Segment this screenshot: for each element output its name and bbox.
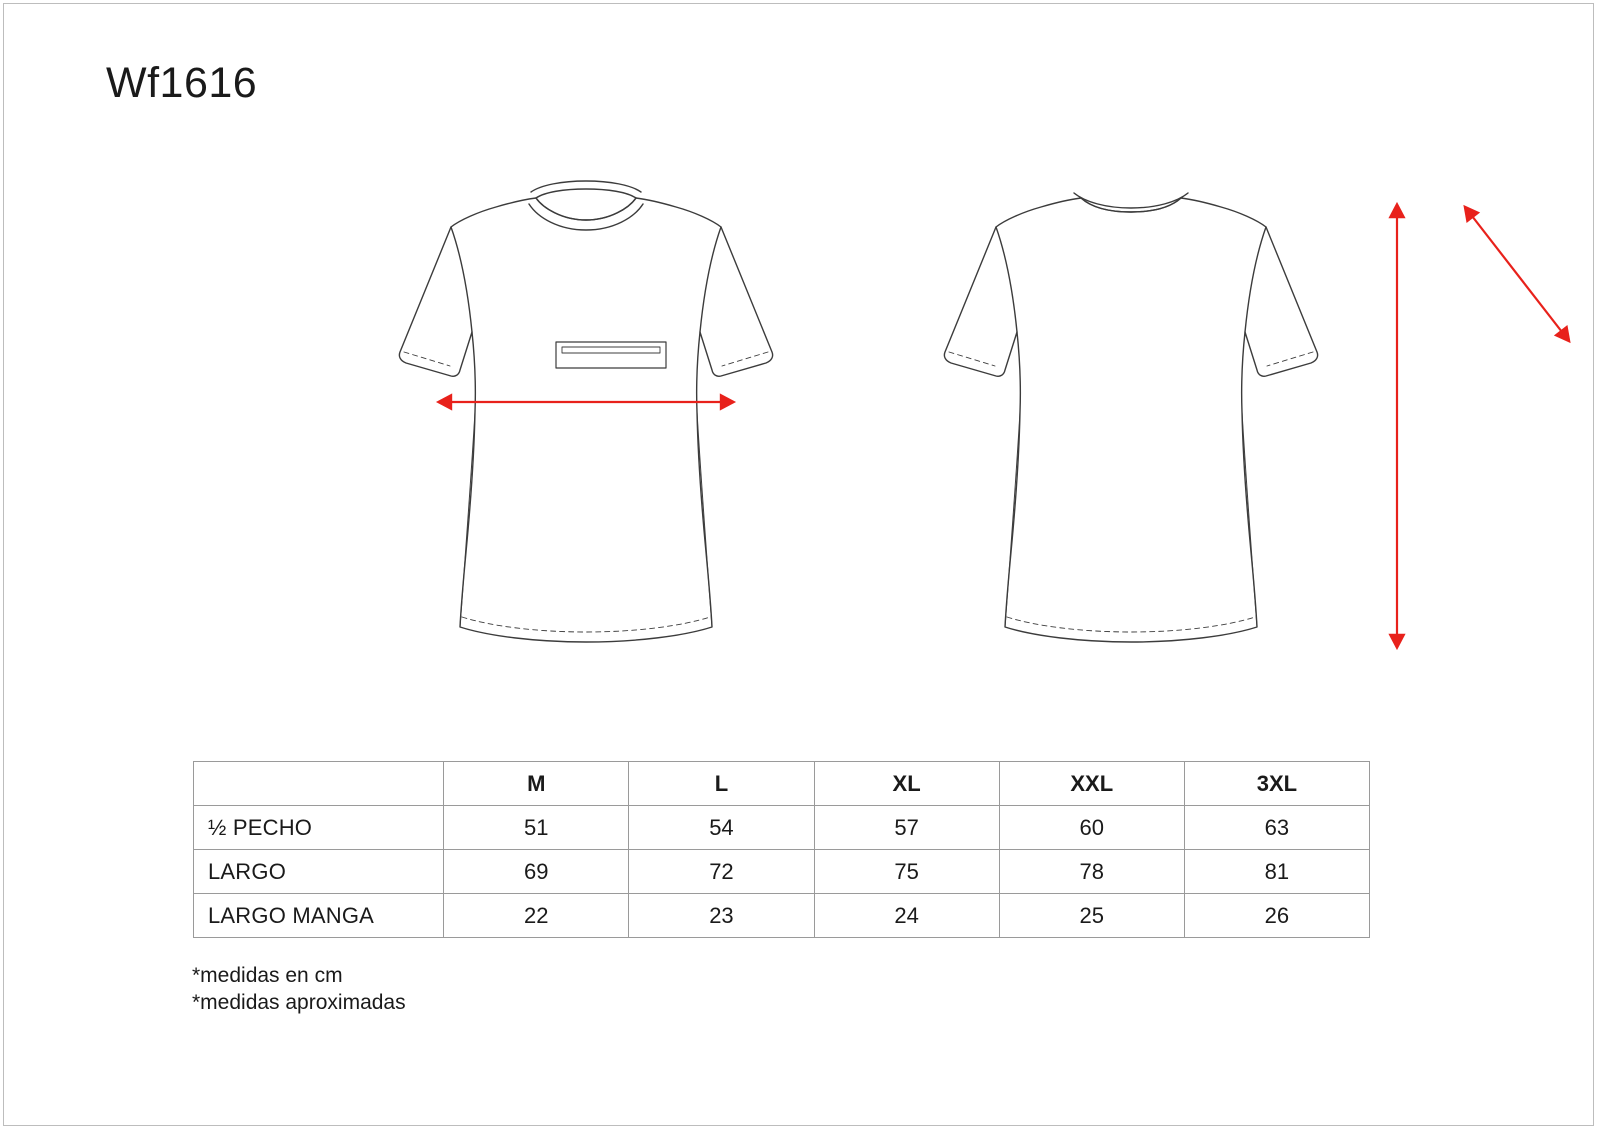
cell-largo-l: 72 xyxy=(629,850,814,894)
row-label-largo-manga: LARGO MANGA xyxy=(194,894,444,938)
cell-manga-l: 23 xyxy=(629,894,814,938)
cell-largo-xl: 75 xyxy=(814,850,999,894)
cell-pecho-3xl: 63 xyxy=(1184,806,1369,850)
table-corner-cell xyxy=(194,762,444,806)
table-row xyxy=(194,806,1370,850)
cell-largo-xxl: 78 xyxy=(999,850,1184,894)
column-header-l: L xyxy=(629,762,814,806)
column-header-m: M xyxy=(444,762,629,806)
cell-largo-m: 69 xyxy=(444,850,629,894)
garment-illustration xyxy=(300,180,1320,670)
table-header-row xyxy=(194,762,1370,806)
t-shirt-front-technical-drawing xyxy=(399,181,772,642)
row-label-pecho: ½ PECHO xyxy=(194,806,444,850)
sleeve-length-arrow xyxy=(1472,216,1562,332)
t-shirt-back-technical-drawing xyxy=(944,193,1317,642)
cell-pecho-xl: 57 xyxy=(814,806,999,850)
column-header-xxl: XXL xyxy=(999,762,1184,806)
note-approximate: *medidas aproximadas xyxy=(192,991,406,1015)
column-header-xl: XL xyxy=(814,762,999,806)
cell-pecho-xxl: 60 xyxy=(999,806,1184,850)
note-units: *medidas en cm xyxy=(192,964,343,987)
table-row xyxy=(194,894,1370,938)
page-title: Wf1616 xyxy=(106,59,258,107)
cell-largo-3xl: 81 xyxy=(1184,850,1369,894)
row-label-largo: LARGO xyxy=(194,850,444,894)
cell-manga-xxl: 25 xyxy=(999,894,1184,938)
table-row xyxy=(194,850,1370,894)
cell-manga-xl: 24 xyxy=(814,894,999,938)
column-header-3xl: 3XL xyxy=(1184,762,1369,806)
size-table xyxy=(193,761,1370,938)
cell-manga-3xl: 26 xyxy=(1184,894,1369,938)
notes-block xyxy=(192,962,406,1017)
cell-pecho-l: 54 xyxy=(629,806,814,850)
cell-manga-m: 22 xyxy=(444,894,629,938)
cell-pecho-m: 51 xyxy=(444,806,629,850)
